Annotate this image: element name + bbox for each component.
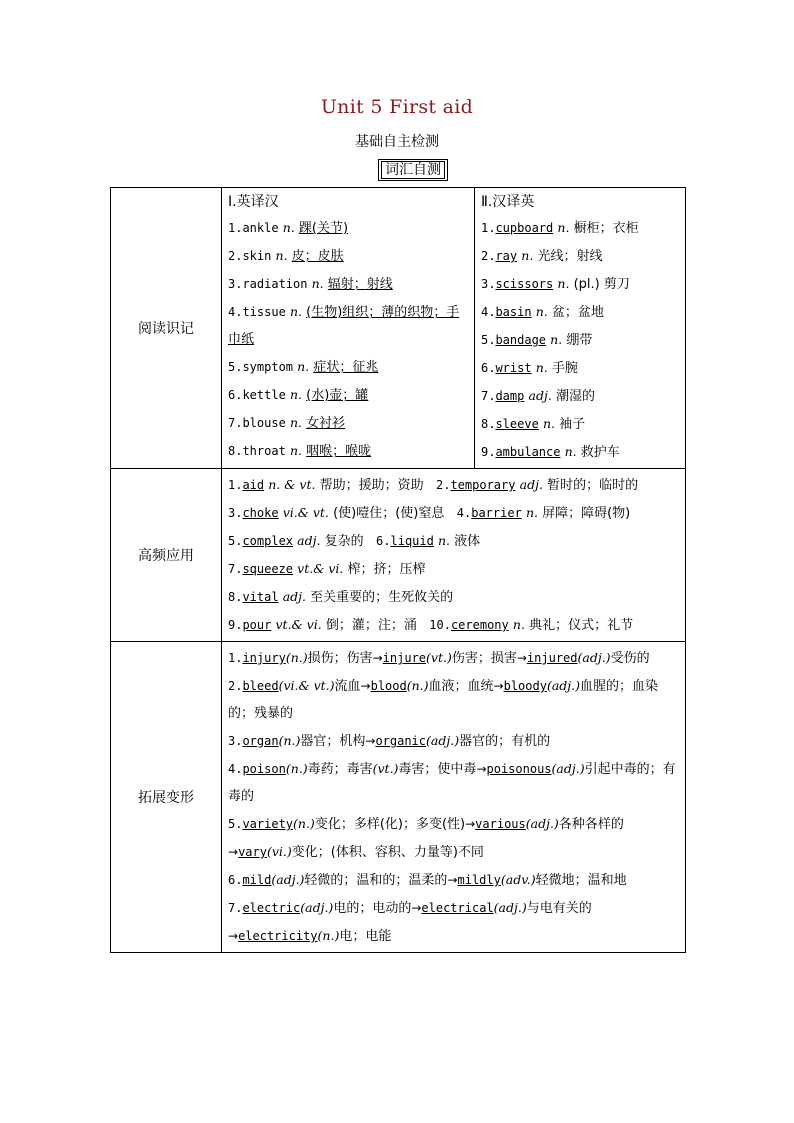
part-of-speech: n. & vt. bbox=[268, 477, 316, 492]
part-of-speech: (adj.) bbox=[525, 816, 559, 831]
vocab-word: injured bbox=[526, 651, 578, 665]
part-of-speech: n. bbox=[438, 533, 451, 548]
part-of-speech: (adj.) bbox=[546, 678, 581, 693]
vocab-word: variety bbox=[242, 817, 294, 831]
part-of-speech: (vt.) bbox=[372, 761, 399, 776]
vocab-word: vital bbox=[242, 590, 279, 604]
part-of-speech: adj. bbox=[519, 477, 543, 492]
vocab-word: scissors bbox=[495, 277, 554, 291]
part-of-speech: n. bbox=[289, 415, 302, 430]
category-label: 拓展变形 bbox=[111, 642, 222, 953]
entry-number: 1. bbox=[481, 221, 496, 235]
vocab-meaning: 变化；(体积、容积、力量等)不同 bbox=[291, 845, 484, 860]
vocab-entry bbox=[228, 353, 468, 381]
vocab-word: ankle bbox=[242, 221, 279, 235]
vocab-meaning: 倒；灌；注；涌 bbox=[325, 618, 417, 633]
entry-number: 9. bbox=[228, 618, 243, 632]
part-of-speech: (n.) bbox=[285, 650, 308, 665]
entry-number: 8. bbox=[228, 590, 243, 604]
vocab-word: electricity bbox=[238, 929, 318, 943]
vocab-meaning: 伤害；损害 bbox=[451, 651, 517, 666]
vocab-meaning: 典礼；仪式；礼节 bbox=[529, 618, 634, 633]
part-of-speech: n. bbox=[512, 617, 525, 632]
vocab-word: throat bbox=[242, 444, 286, 458]
vocab-meaning: 症状；征兆 bbox=[313, 360, 379, 375]
vocab-entry bbox=[481, 410, 679, 438]
vocab-word: ambulance bbox=[495, 445, 561, 459]
vocab-meaning: 暂时的；临时的 bbox=[547, 478, 639, 493]
vocab-word: sleeve bbox=[495, 417, 539, 431]
word-family-entry bbox=[228, 894, 679, 950]
vocab-meaning: 踝(关节) bbox=[298, 221, 349, 236]
vocab-entry bbox=[228, 270, 468, 298]
vocab-meaning: 帮助；援助；资助 bbox=[319, 478, 424, 493]
vocab-entry bbox=[481, 214, 679, 242]
arrow-icon: → bbox=[516, 651, 527, 665]
part-of-speech: vt.& vi. bbox=[297, 561, 344, 576]
entry-number: 7. bbox=[228, 416, 243, 430]
vocab-word: complex bbox=[242, 534, 294, 548]
entry-number: 5. bbox=[228, 360, 243, 374]
vocab-meaning: 至关重要的；生死攸关的 bbox=[310, 590, 454, 605]
vocab-meaning: 血液；血统 bbox=[428, 679, 494, 694]
part-of-speech: (adj.) bbox=[493, 900, 527, 915]
word-family-entry bbox=[228, 672, 679, 727]
vocab-word: ceremony bbox=[450, 618, 509, 632]
vocab-entry bbox=[481, 438, 679, 466]
column-heading: Ⅱ.汉译英 bbox=[481, 194, 535, 210]
category-label: 阅读识记 bbox=[111, 188, 222, 469]
entry-number: 10. bbox=[429, 618, 451, 632]
part-of-speech: n. bbox=[282, 220, 295, 235]
entry-number: 4. bbox=[228, 762, 243, 776]
vocab-table bbox=[110, 187, 686, 953]
arrow-icon: → bbox=[228, 845, 239, 859]
entry-number: 4. bbox=[481, 305, 496, 319]
part-of-speech: (n.) bbox=[293, 816, 315, 831]
frequent-words-cell bbox=[222, 469, 686, 642]
vocab-meaning: 血腥的；血染的；残暴的 bbox=[228, 679, 659, 721]
word-family-entry bbox=[228, 727, 679, 755]
vocab-word: mildly bbox=[457, 873, 501, 887]
vocab-meaning: 咽喉；喉咙 bbox=[306, 444, 372, 459]
part-of-speech: n. bbox=[557, 276, 570, 291]
vocab-line bbox=[228, 471, 679, 499]
vocab-word: injury bbox=[242, 651, 286, 665]
vocab-word: ray bbox=[495, 249, 518, 263]
word-family-entry bbox=[228, 644, 679, 672]
vocab-meaning: (水)壶；罐 bbox=[306, 388, 369, 403]
vocab-entry bbox=[228, 214, 468, 242]
vocab-meaning: 潮湿的 bbox=[555, 389, 595, 404]
vocab-meaning: (pl.) 剪刀 bbox=[573, 277, 630, 292]
entry-number: 2. bbox=[228, 249, 243, 263]
vocab-meaning: 绷带 bbox=[566, 333, 593, 348]
entry-number: 5. bbox=[228, 817, 243, 831]
vocab-word: squeeze bbox=[242, 562, 294, 576]
part-of-speech: (adj.) bbox=[551, 761, 585, 776]
vocab-meaning: 损伤；伤害 bbox=[307, 651, 373, 666]
entry-number: 4. bbox=[228, 305, 243, 319]
part-of-speech: (n.) bbox=[317, 928, 340, 943]
vocab-word: poison bbox=[242, 762, 286, 776]
vocab-meaning: 变化；多样(化)；多变(性) bbox=[314, 817, 466, 832]
part-of-speech: n. bbox=[297, 359, 310, 374]
word-forms-cell bbox=[222, 642, 686, 953]
cn-to-en-column bbox=[475, 188, 686, 469]
vocab-meaning: 复杂的 bbox=[324, 534, 364, 549]
entry-number: 6. bbox=[228, 388, 243, 402]
vocab-meaning: 器官的；有机的 bbox=[459, 734, 551, 749]
vocab-word: pour bbox=[242, 618, 272, 632]
entry-number: 2. bbox=[228, 679, 243, 693]
part-of-speech: n. bbox=[521, 248, 534, 263]
vocab-entry bbox=[228, 437, 468, 465]
part-of-speech: n. bbox=[535, 304, 548, 319]
vocab-meaning: 电的；电动的 bbox=[333, 901, 412, 916]
part-of-speech: (vi.& vt.) bbox=[278, 678, 335, 693]
section-extension bbox=[111, 642, 686, 953]
vocab-entry bbox=[228, 381, 468, 409]
spacer bbox=[364, 534, 376, 549]
vocab-entry bbox=[228, 409, 468, 437]
vocab-entry bbox=[481, 354, 679, 382]
vocab-word: kettle bbox=[242, 388, 286, 402]
vocab-word: poisonous bbox=[486, 762, 552, 776]
part-of-speech: n. bbox=[564, 444, 577, 459]
vocab-meaning: 电；电能 bbox=[339, 929, 392, 944]
vocab-meaning: 屏障；障碍(物) bbox=[542, 506, 631, 521]
page-title: Unit 5 First aid bbox=[320, 96, 474, 118]
arrow-icon: → bbox=[411, 901, 422, 915]
section-frequent bbox=[111, 469, 686, 642]
part-of-speech: vt.& vi. bbox=[275, 617, 322, 632]
vocab-meaning: 榨；挤；压榨 bbox=[347, 562, 426, 577]
part-of-speech: n. bbox=[289, 443, 302, 458]
entry-number: 3. bbox=[228, 734, 243, 748]
vocab-line bbox=[228, 611, 679, 639]
vocab-meaning: 救护车 bbox=[580, 445, 620, 460]
arrow-icon: → bbox=[372, 651, 383, 665]
entry-number: 7. bbox=[228, 901, 243, 915]
vocab-line bbox=[228, 583, 679, 611]
arrow-icon: → bbox=[365, 734, 376, 748]
part-of-speech: n. bbox=[557, 220, 570, 235]
vocab-meaning: 辐射；射线 bbox=[327, 277, 393, 292]
word-family-entry bbox=[228, 810, 679, 866]
part-of-speech: (adj.) bbox=[577, 650, 611, 665]
vocab-word: vary bbox=[238, 845, 267, 859]
vocab-meaning: 器官；机构 bbox=[300, 734, 366, 749]
vocab-word: blouse bbox=[242, 416, 286, 430]
vocab-meaning: (使)噎住；(使)窒息 bbox=[333, 506, 445, 521]
vocab-meaning: 皮；皮肤 bbox=[291, 249, 344, 264]
entry-number: 1. bbox=[228, 651, 243, 665]
entry-number: 3. bbox=[228, 277, 243, 291]
entry-number: 6. bbox=[481, 361, 496, 375]
part-of-speech: (adj.) bbox=[271, 872, 305, 887]
vocab-meaning: 女衬衫 bbox=[306, 416, 346, 431]
category-label: 高频应用 bbox=[111, 469, 222, 642]
entry-number: 7. bbox=[228, 562, 243, 576]
arrow-icon: → bbox=[493, 679, 504, 693]
vocab-word: wrist bbox=[495, 361, 532, 375]
part-of-speech: adj. bbox=[282, 589, 307, 604]
word-family-entry bbox=[228, 866, 679, 894]
part-of-speech: (n.) bbox=[285, 761, 308, 776]
vocab-meaning: 流血 bbox=[334, 679, 361, 694]
vocab-entry bbox=[228, 298, 468, 353]
entry-number: 6. bbox=[228, 873, 243, 887]
vocab-meaning: 引起中毒的；有毒的 bbox=[228, 762, 676, 804]
vocab-word: organic bbox=[375, 734, 427, 748]
vocab-meaning: 毒药；毒害 bbox=[307, 762, 373, 777]
vocab-meaning: (生物)组织；薄的织物；手巾纸 bbox=[228, 305, 460, 347]
entry-number: 1. bbox=[228, 478, 243, 492]
vocab-word: barrier bbox=[471, 506, 522, 520]
part-of-speech: n. bbox=[525, 505, 538, 520]
vocab-word: liquid bbox=[390, 534, 434, 548]
entry-number: 5. bbox=[228, 534, 243, 548]
arrow-icon: → bbox=[360, 679, 371, 693]
vocab-word: various bbox=[475, 817, 526, 831]
entry-number: 3. bbox=[481, 277, 496, 291]
part-of-speech: n. bbox=[289, 387, 302, 402]
vocab-meaning: 轻微的；温和的；温柔的 bbox=[304, 873, 448, 888]
vocab-word: bandage bbox=[495, 333, 547, 347]
part-of-speech: adj. bbox=[528, 388, 552, 403]
arrow-icon: → bbox=[228, 929, 239, 943]
vocab-word: electric bbox=[242, 901, 301, 915]
vocab-meaning: 各种各样的 bbox=[558, 817, 624, 832]
part-of-speech: n. bbox=[311, 276, 324, 291]
vocab-entry bbox=[481, 298, 679, 326]
vocab-meaning: 液体 bbox=[454, 534, 481, 549]
arrow-icon: → bbox=[476, 762, 487, 776]
vocab-word: basin bbox=[495, 305, 532, 319]
vocab-word: temporary bbox=[450, 478, 516, 492]
vocab-word: aid bbox=[242, 478, 265, 492]
vocab-word: injure bbox=[382, 651, 427, 665]
column-heading: Ⅰ.英译汉 bbox=[228, 194, 279, 210]
vocab-entry bbox=[481, 242, 679, 270]
vocab-entry bbox=[481, 326, 679, 354]
vocab-word: symptom bbox=[242, 360, 294, 374]
part-of-speech: (n.) bbox=[406, 678, 429, 693]
part-of-speech: n. bbox=[289, 304, 302, 319]
part-of-speech: n. bbox=[542, 416, 555, 431]
part-of-speech: n. bbox=[550, 332, 563, 347]
vocab-word: choke bbox=[242, 506, 279, 520]
vocab-meaning: 毒害；使中毒 bbox=[398, 762, 477, 777]
entry-number: 1. bbox=[228, 221, 243, 235]
vocab-word: tissue bbox=[242, 305, 286, 319]
vocab-meaning: 与电有关的 bbox=[526, 901, 592, 916]
vocab-word: blood bbox=[370, 679, 407, 693]
arrow-icon: → bbox=[447, 873, 458, 887]
section-box-label: 词汇自测 bbox=[378, 159, 448, 181]
page-subtitle: 基础自主检测 bbox=[355, 134, 439, 150]
entry-number: 9. bbox=[481, 445, 496, 459]
part-of-speech: adj. bbox=[297, 533, 321, 548]
entry-number: 6. bbox=[376, 534, 391, 548]
vocab-entry bbox=[481, 270, 679, 298]
entry-number: 5. bbox=[481, 333, 496, 347]
vocab-word: bleed bbox=[242, 679, 279, 693]
entry-number: 3. bbox=[228, 506, 243, 520]
part-of-speech: (adj.) bbox=[426, 733, 460, 748]
vocab-line bbox=[228, 499, 679, 527]
vocab-meaning: 橱柜；衣柜 bbox=[573, 221, 639, 236]
vocab-meaning: 手腕 bbox=[551, 361, 578, 376]
vocab-meaning: 轻微地；温和地 bbox=[535, 873, 627, 888]
vocab-word: mild bbox=[242, 873, 272, 887]
section-reading bbox=[111, 188, 686, 469]
part-of-speech: n. bbox=[275, 248, 288, 263]
vocab-line bbox=[228, 527, 679, 555]
vocab-entry bbox=[481, 382, 679, 410]
part-of-speech: (n.) bbox=[278, 733, 301, 748]
vocab-word: bloody bbox=[503, 679, 547, 693]
vocab-word: damp bbox=[495, 389, 525, 403]
vocab-meaning: 受伤的 bbox=[610, 651, 650, 666]
part-of-speech: (adj.) bbox=[300, 900, 334, 915]
vocab-entry bbox=[228, 242, 468, 270]
vocab-word: electrical bbox=[421, 901, 494, 915]
entry-number: 2. bbox=[436, 478, 451, 492]
part-of-speech: (vt.) bbox=[426, 650, 452, 665]
part-of-speech: (vi.) bbox=[266, 844, 292, 859]
part-of-speech: vi.& vt. bbox=[282, 505, 329, 520]
vocab-meaning: 光线；射线 bbox=[537, 249, 603, 264]
vocab-meaning: 袖子 bbox=[559, 417, 586, 432]
spacer bbox=[444, 506, 456, 521]
spacer bbox=[417, 618, 429, 633]
word-family-entry bbox=[228, 755, 679, 810]
en-to-cn-column bbox=[222, 188, 475, 469]
vocab-meaning: 盆；盆地 bbox=[551, 305, 604, 320]
part-of-speech: (adv.) bbox=[500, 872, 536, 887]
entry-number: 8. bbox=[481, 417, 496, 431]
vocab-word: cupboard bbox=[495, 221, 554, 235]
entry-number: 8. bbox=[228, 444, 243, 458]
vocab-word: radiation bbox=[242, 277, 308, 291]
part-of-speech: n. bbox=[535, 360, 548, 375]
vocab-line bbox=[228, 555, 679, 583]
entry-number: 4. bbox=[456, 506, 472, 520]
spacer bbox=[424, 478, 436, 493]
arrow-icon: → bbox=[465, 817, 476, 831]
entry-number: 7. bbox=[481, 389, 496, 403]
entry-number: 2. bbox=[481, 249, 496, 263]
vocab-word: skin bbox=[242, 249, 272, 263]
vocab-word: organ bbox=[242, 734, 279, 748]
